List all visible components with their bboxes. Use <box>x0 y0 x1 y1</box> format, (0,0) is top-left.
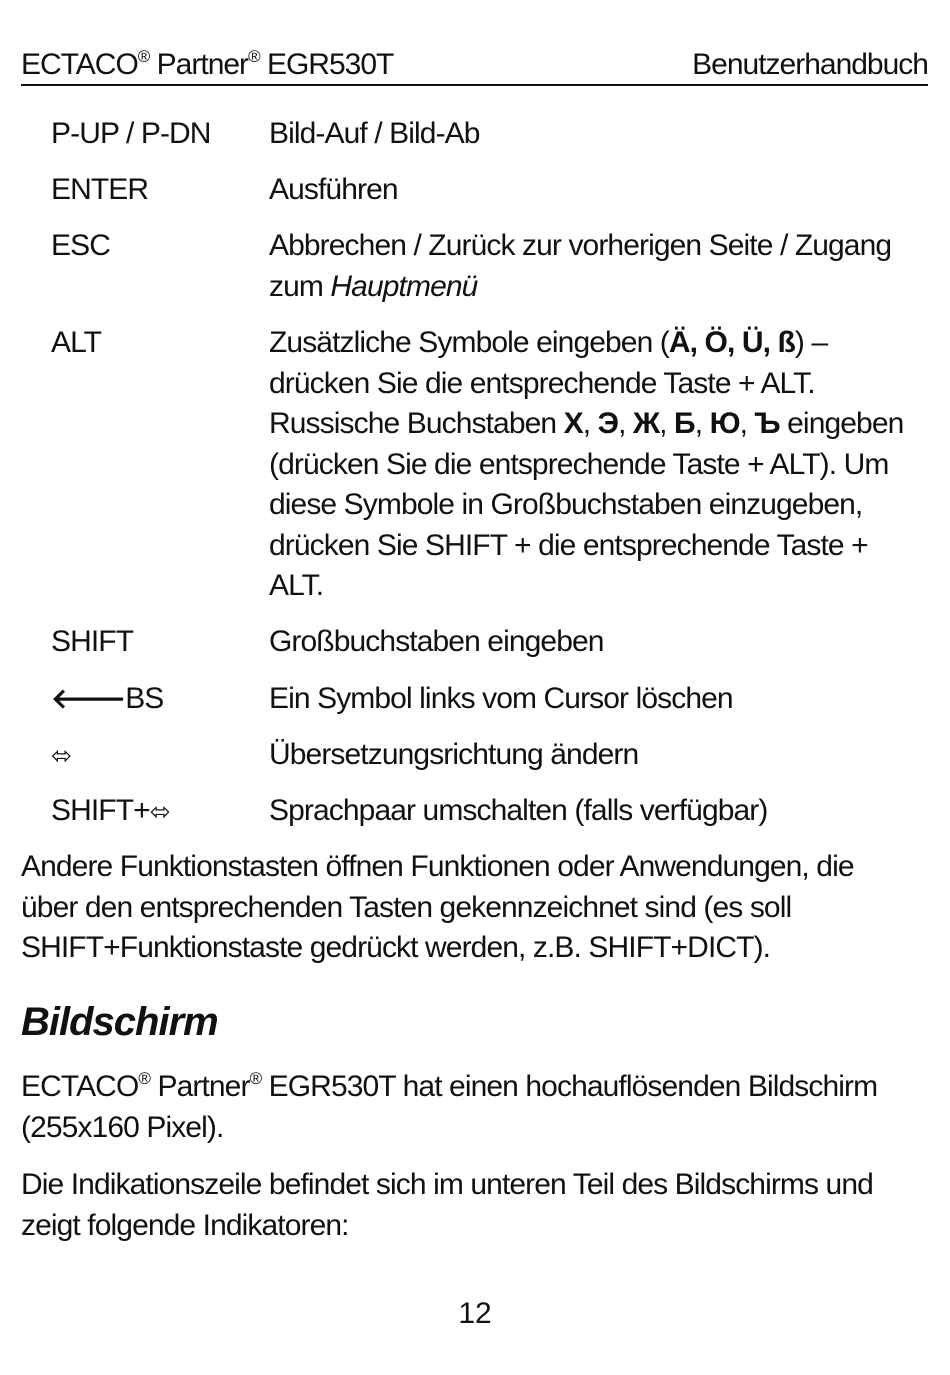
key-description: Zusätzliche Symbole eingeben (Ä, Ö, Ü, ß) – drücken Sie die entsprechende Taste + ALT. Russische Buchstaben Х, Э, Ж, Б, Ю, Ъ eingeben (drücken Sie die entsprechende Taste + ALT). Um diese Symbole in Großbuchstaben einzugeben, drücken Sie SHIFT + die entsprechende Taste + ALT. <box>269 326 904 602</box>
russian-letter: Ж <box>632 407 660 440</box>
russian-letter: Б <box>674 407 695 440</box>
german-special-chars: Ä, Ö, Ü, ß <box>668 326 795 359</box>
main-menu-term: Hauptmenü <box>330 269 478 303</box>
key-description: Sprachpaar umschalten (falls verfügbar) <box>269 794 768 827</box>
key-label: 🡐BS <box>51 682 164 715</box>
swap-arrow-icon: ⬄ <box>149 798 170 826</box>
key-description: Ein Symbol links vom Cursor löschen <box>269 682 733 715</box>
header-product: ECTACO® Partner® EGR530T <box>21 47 394 81</box>
screen-resolution-paragraph: ECTACO® Partner® EGR530T hat einen hochauflösenden Bildschirm (255x160 Pixel). <box>21 1069 878 1144</box>
page-header <box>21 46 928 86</box>
function-keys-paragraph: Andere Funktionstasten öffnen Funktionen oder Anwendungen, die über den entsprechenden Tasten gekennzeichnet sind (es soll SHIFT+Funktionstaste gedrückt werden, z.B. SHIFT+DICT). <box>21 850 854 964</box>
key-description: Bild-Auf / Bild-Ab <box>269 117 480 150</box>
russian-letter: Э <box>597 407 619 440</box>
key-label: ALT <box>51 326 102 359</box>
key-description: Übersetzungsrichtung ändern <box>269 738 639 771</box>
key-label: ENTER <box>51 173 149 206</box>
russian-letter: Ю <box>709 407 740 440</box>
swap-arrow-icon: ⬄ <box>51 742 72 770</box>
key-description: Abbrechen / Zurück zur vorherigen Seite / Zugang zum Hauptmenü <box>269 229 892 303</box>
header-title: Benutzerhandbuch <box>692 48 928 81</box>
page-number: 12 <box>458 1297 492 1330</box>
key-description: Ausführen <box>269 173 398 206</box>
key-label: SHIFT <box>51 625 134 658</box>
key-label: SHIFT+⬄ <box>51 794 170 827</box>
russian-letter: Ъ <box>754 407 780 440</box>
left-arrow-icon: 🡐 <box>51 683 126 714</box>
key-label: P-UP / P-DN <box>51 117 211 150</box>
key-label: ESC <box>51 229 110 262</box>
key-label <box>51 735 71 777</box>
russian-letter: Х <box>563 407 583 440</box>
indicator-line-paragraph: Die Indikationszeile befindet sich im unteren Teil des Bildschirms und zeigt folgende Indikatoren: <box>21 1168 873 1242</box>
section-heading: Bildschirm <box>21 1000 218 1044</box>
key-description: Großbuchstaben eingeben <box>269 625 604 658</box>
